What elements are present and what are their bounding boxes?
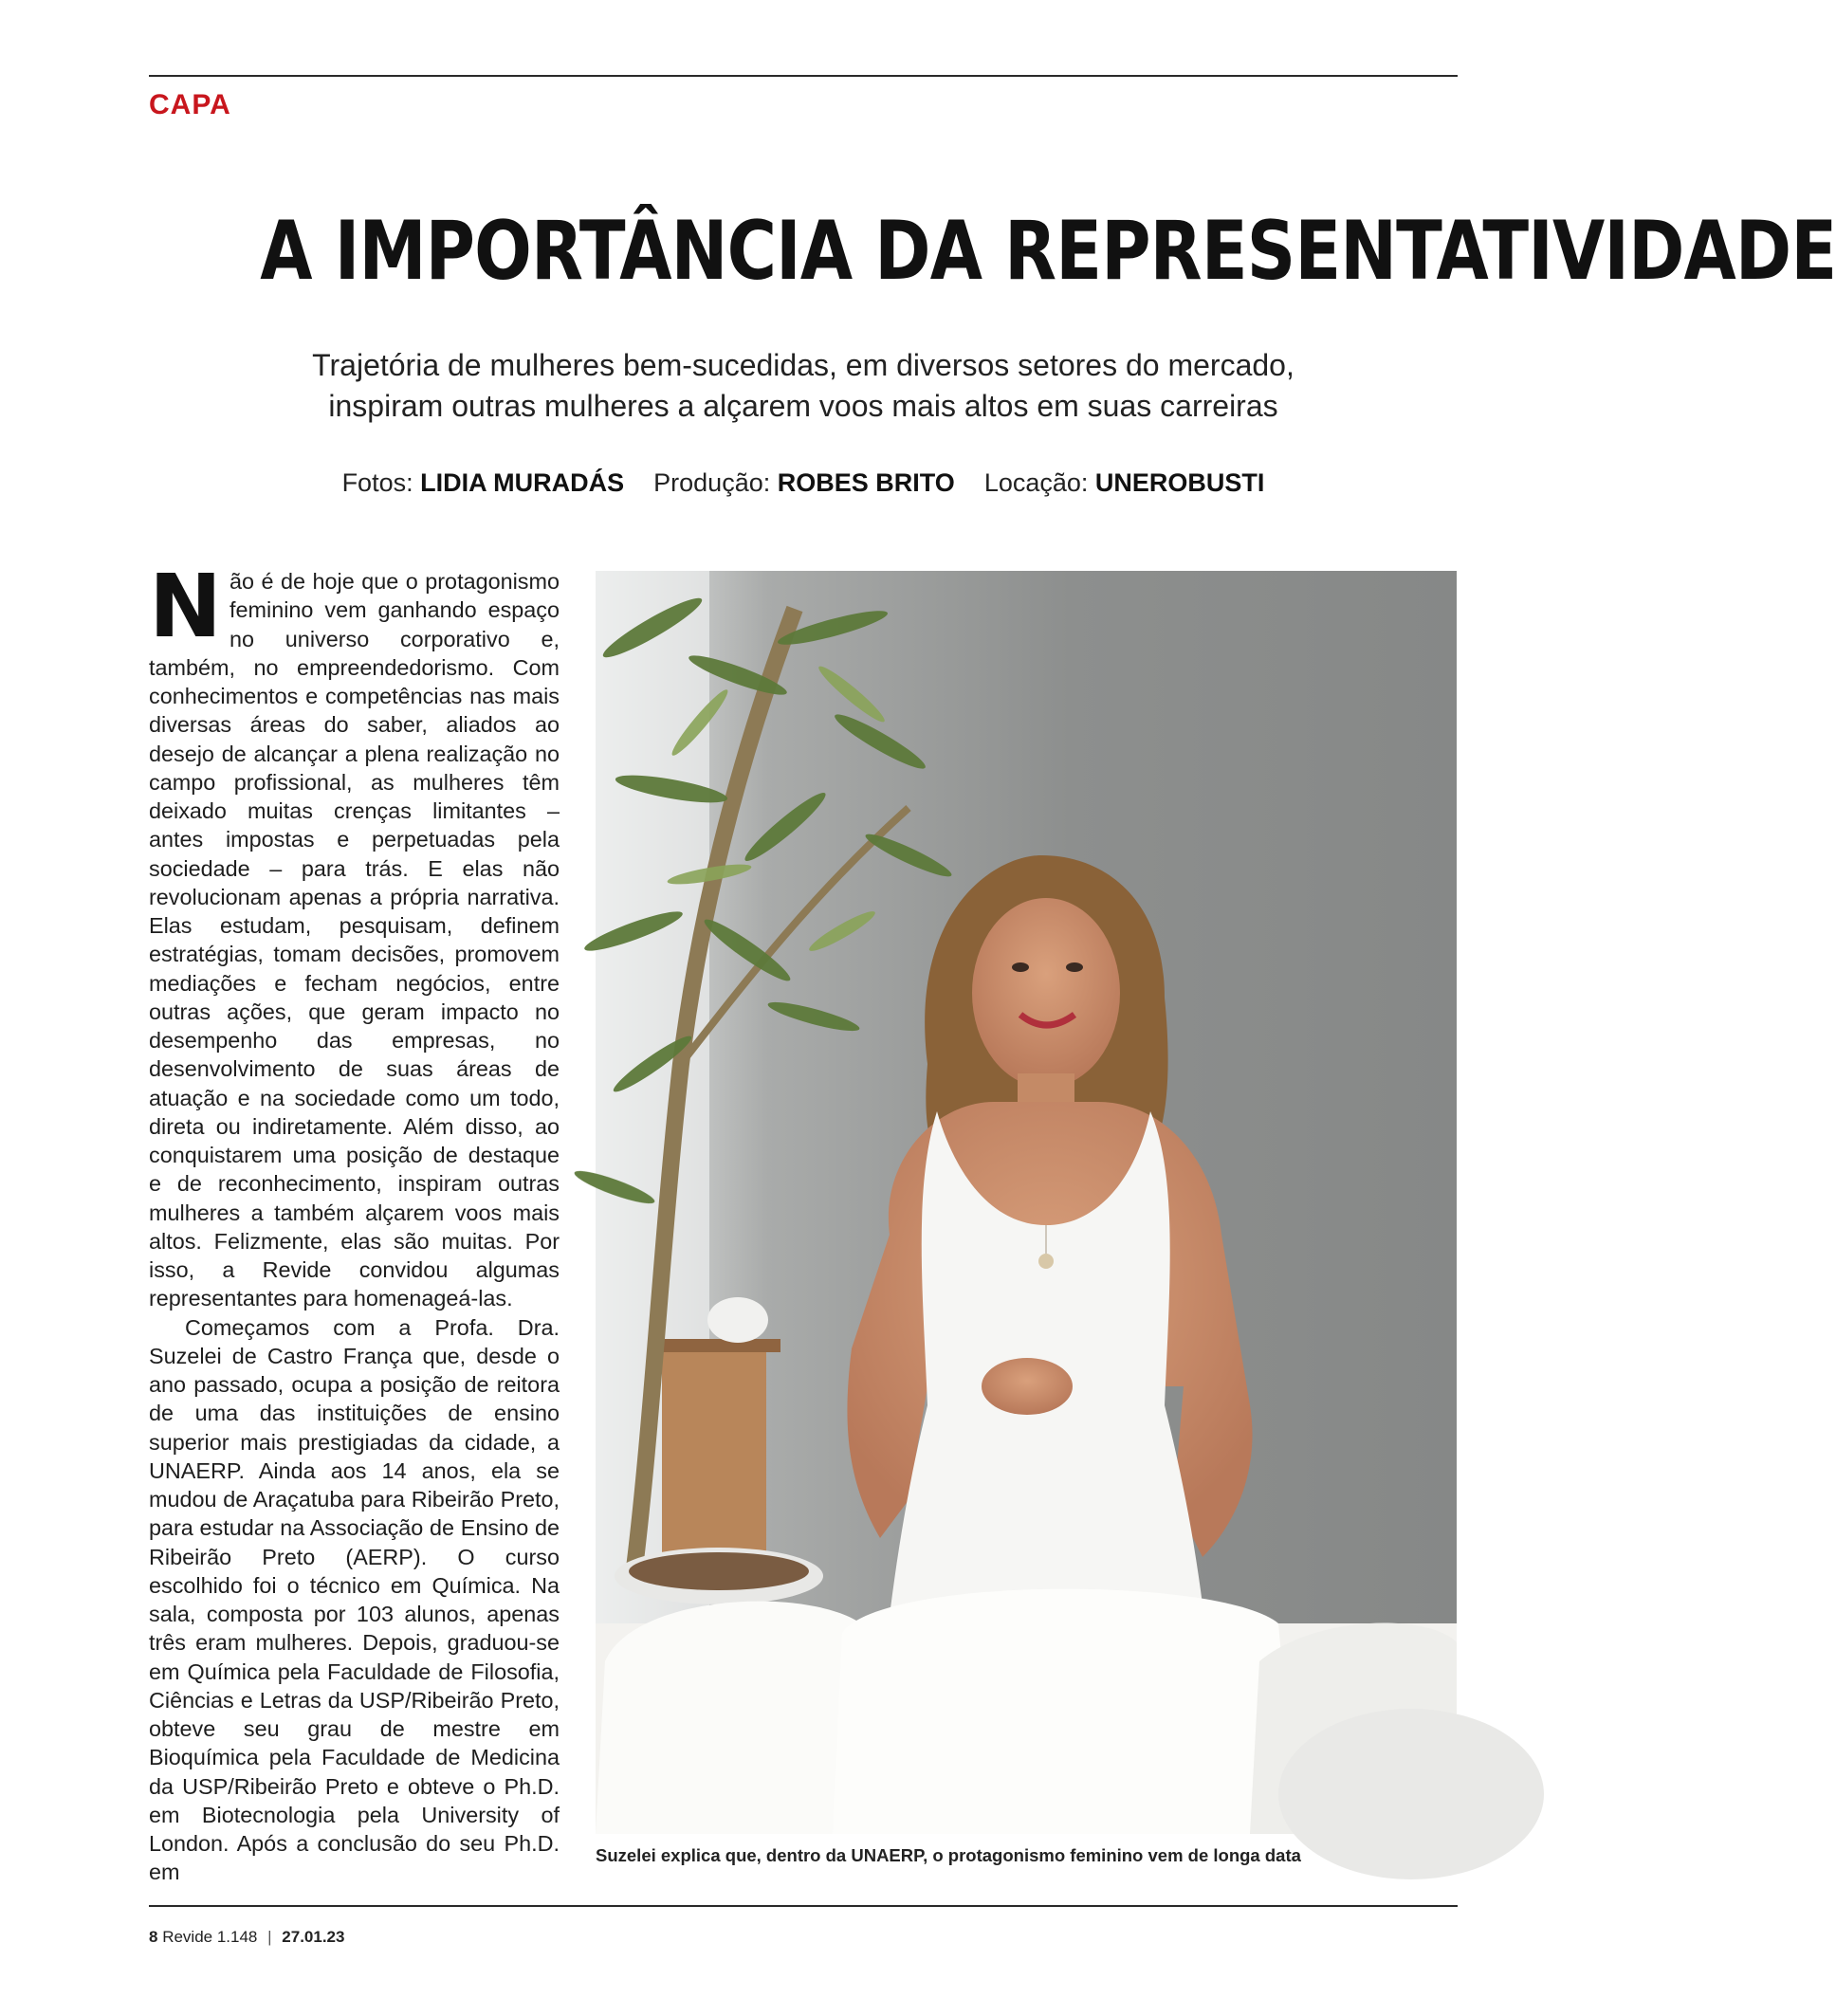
issue-date: 27.01.23	[282, 1928, 345, 1946]
section-label: CAPA	[149, 89, 231, 120]
portrait-illustration	[596, 571, 1457, 1834]
production-name: ROBES BRITO	[777, 468, 955, 497]
drop-cap: N	[149, 556, 222, 657]
photo-credits	[149, 468, 1458, 498]
top-rule	[149, 75, 1458, 77]
location-label: Locação:	[983, 468, 1089, 497]
deck-line-1: Trajetória de mulheres bem-sucedidas, em diversos setores do mercado,	[312, 348, 1294, 382]
bottom-rule	[149, 1905, 1458, 1907]
paragraph-1-text: ão é de hoje que o protagonismo feminino vem ganhando espaço no universo corporativo e, também, no empreendedorismo. Com conhecimentos e competências nas mais diversas áreas do saber, aliados ao desejo de alcançar a plena realização no campo profissional, as mulheres têm deixado muitas crenças limitantes – antes impostas e perpetuadas pela sociedade – para trás. E elas não revolucionam apenas a própria narrativa. Elas estudam, pesquisam, definem estratégias, tomam decisões, promovem mediações e fecham negócios, entre outras ações, que geram impacto no desempenho das empresas, no desenvolvimento de suas áreas de atuação e na sociedade como um todo, direta ou indiretamente. Além disso, ao conquistarem uma posição de destaque e de reconhecimento, inspiram outras mulheres a também alçarem voos mais altos. Felizmente, elas são muitas. Por isso, a Revide convidou algumas representantes para homenageá-las.	[149, 569, 560, 1311]
article-paragraph-2: Começamos com a Profa. Dra. Suzelei de Castro França que, desde o ano passado, ocupa a posição de reitora de uma das instituições de ensino superior mais prestigiadas da cidade, a UNAERP. Ainda aos 14 anos, ela se mudou de Araçatuba para Ribeirão Preto, para estudar na Associação de Ensino de Ribeirão Preto (AERP). O curso escolhido foi o técnico em Química. Na sala, composta por 103 alunos, apenas três eram mulheres. Depois, graduou-se em Química pela Faculdade de Filosofia, Ciências e Letras da USP/Ribeirão Preto, obteve seu grau de mestre em Bioquímica pela Faculdade de Medicina da USP/Ribeirão Preto e obteve o Ph.D. em Biotecnologia pela University of London. Após a conclusão do seu Ph.D. em	[149, 1314, 560, 1885]
article-paragraph-1	[149, 556, 560, 1313]
photo-caption: Suzelei explica que, dentro da UNAERP, o protagonismo feminino vem de longa data	[596, 1845, 1301, 1865]
photos-name: LIDIA MURADÁS	[420, 468, 625, 497]
deck-line-2: inspiram outras mulheres a alçarem voos mais altos em suas carreiras	[328, 389, 1278, 423]
footer-separator: |	[267, 1928, 272, 1946]
headline: A IMPORTÂNCIA DA REPRESENTATIVIDADE	[260, 204, 1836, 299]
deck	[149, 345, 1458, 427]
production-label: Produção:	[653, 468, 771, 497]
portrait-photo	[596, 571, 1457, 1834]
page-number: 8	[149, 1928, 158, 1946]
article-body	[149, 556, 560, 1887]
location-name: UNEROBUSTI	[1094, 468, 1265, 497]
page-footer	[149, 1928, 344, 1947]
photos-label: Fotos:	[341, 468, 413, 497]
publication-issue: Revide 1.148	[162, 1928, 258, 1946]
